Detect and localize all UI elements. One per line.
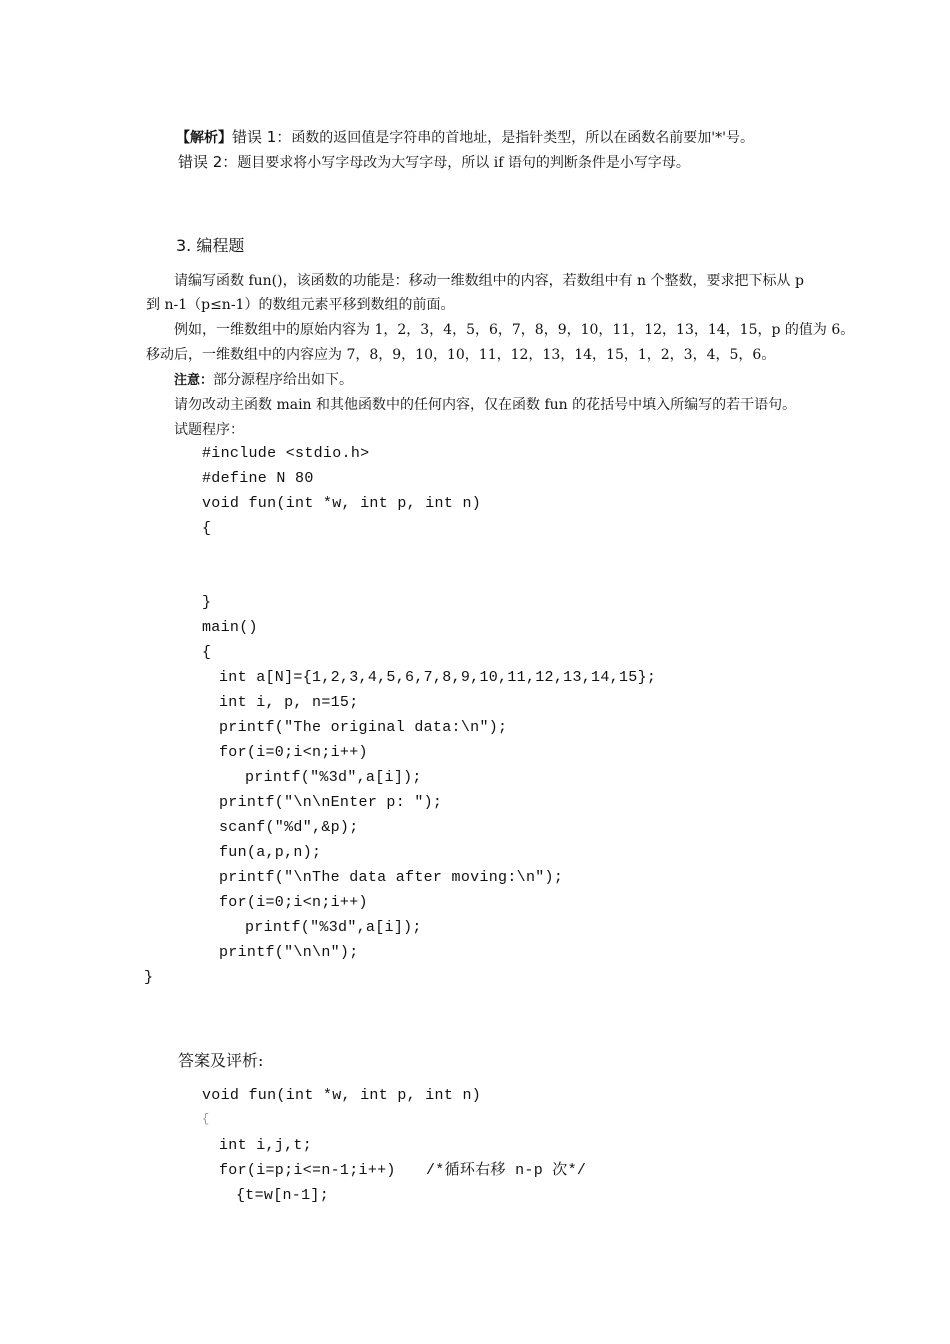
code-line: printf("%3d",a[i]); xyxy=(245,919,422,936)
code-line: printf("The original data:\n"); xyxy=(219,719,508,736)
code-line: } xyxy=(202,594,212,611)
code-line: { xyxy=(202,644,212,661)
code-line: int i, p, n=15; xyxy=(219,694,359,711)
analysis-label: 【解析】 xyxy=(176,130,232,146)
code-line: #include <stdio.h> xyxy=(202,445,370,462)
answer-code-line: for(i=p;i<=n-1;i++) xyxy=(219,1162,396,1179)
answer-code-line: { xyxy=(202,1112,210,1126)
answer-code-line: void fun(int *w, int p, int n) xyxy=(202,1087,482,1104)
note-label: 注意： xyxy=(174,373,214,388)
code-line: printf("\nThe data after moving:\n"); xyxy=(219,869,564,886)
problem-line-1: 请编写函数 fun()，该函数的功能是：移动一维数组中的内容，若数组中有 n 个整数，要求把下标从 p xyxy=(174,273,804,289)
code-line: for(i=0;i<n;i++) xyxy=(219,894,368,911)
code-line: void fun(int *w, int p, int n) xyxy=(202,495,482,512)
note-text: 部分源程序给出如下。 xyxy=(213,372,354,388)
answer-heading: 答案及评析: xyxy=(178,1051,264,1070)
example-line-2: 移动后，一维数组中的内容应为 7，8，9，10，10，11，12，13，14，15，1，2，3，4，5，6。 xyxy=(146,347,776,363)
code-line: for(i=0;i<n;i++) xyxy=(219,744,368,761)
example-line-1: 例如，一维数组中的原始内容为 1，2，3，4，5，6，7，8，9，10，11，12，13，14，15，p 的值为 6。 xyxy=(174,322,855,338)
code-line: scanf("%d",&p); xyxy=(219,819,359,836)
error-1-text: 函数的返回值是字符串的首地址，是指针类型，所以在函数名前要加'*'号。 xyxy=(291,130,755,146)
code-line: { xyxy=(202,520,212,537)
answer-code-line: {t=w[n-1]; xyxy=(236,1187,330,1204)
code-line: printf("%3d",a[i]); xyxy=(245,769,422,786)
code-line: } xyxy=(144,969,154,986)
instruction-line: 请勿改动主函数 main 和其他函数中的任何内容，仅在函数 fun 的花括号中填入所编写的若干语句。 xyxy=(174,397,797,413)
answer-code-line: int i,j,t; xyxy=(219,1137,313,1154)
error-2-text: 题目要求将小写字母改为大写字母，所以 if 语句的判断条件是小写字母。 xyxy=(237,155,690,171)
code-line: main() xyxy=(202,619,258,636)
error-2-label: 错误 2： xyxy=(178,153,238,171)
code-line: int a[N]={1,2,3,4,5,6,7,8,9,10,11,12,13,14,15}; xyxy=(219,669,657,686)
analysis-error-1 xyxy=(176,130,754,145)
problem-line-2: 到 n-1（p≤n-1）的数组元素平移到数组的前面。 xyxy=(146,297,455,313)
code-line: printf("\n\n"); xyxy=(219,944,359,961)
analysis-error-2 xyxy=(178,155,690,170)
program-label: 试题程序： xyxy=(174,422,244,438)
code-line: fun(a,p,n); xyxy=(219,844,322,861)
section-heading: 3. 编程题 xyxy=(176,236,245,255)
note-line xyxy=(174,373,353,387)
code-line: #define N 80 xyxy=(202,470,314,487)
code-line: printf("\n\nEnter p: "); xyxy=(219,794,443,811)
error-1-label: 错误 1： xyxy=(232,128,292,146)
answer-code-comment: /*循环右移 n-p 次*/ xyxy=(426,1162,587,1179)
